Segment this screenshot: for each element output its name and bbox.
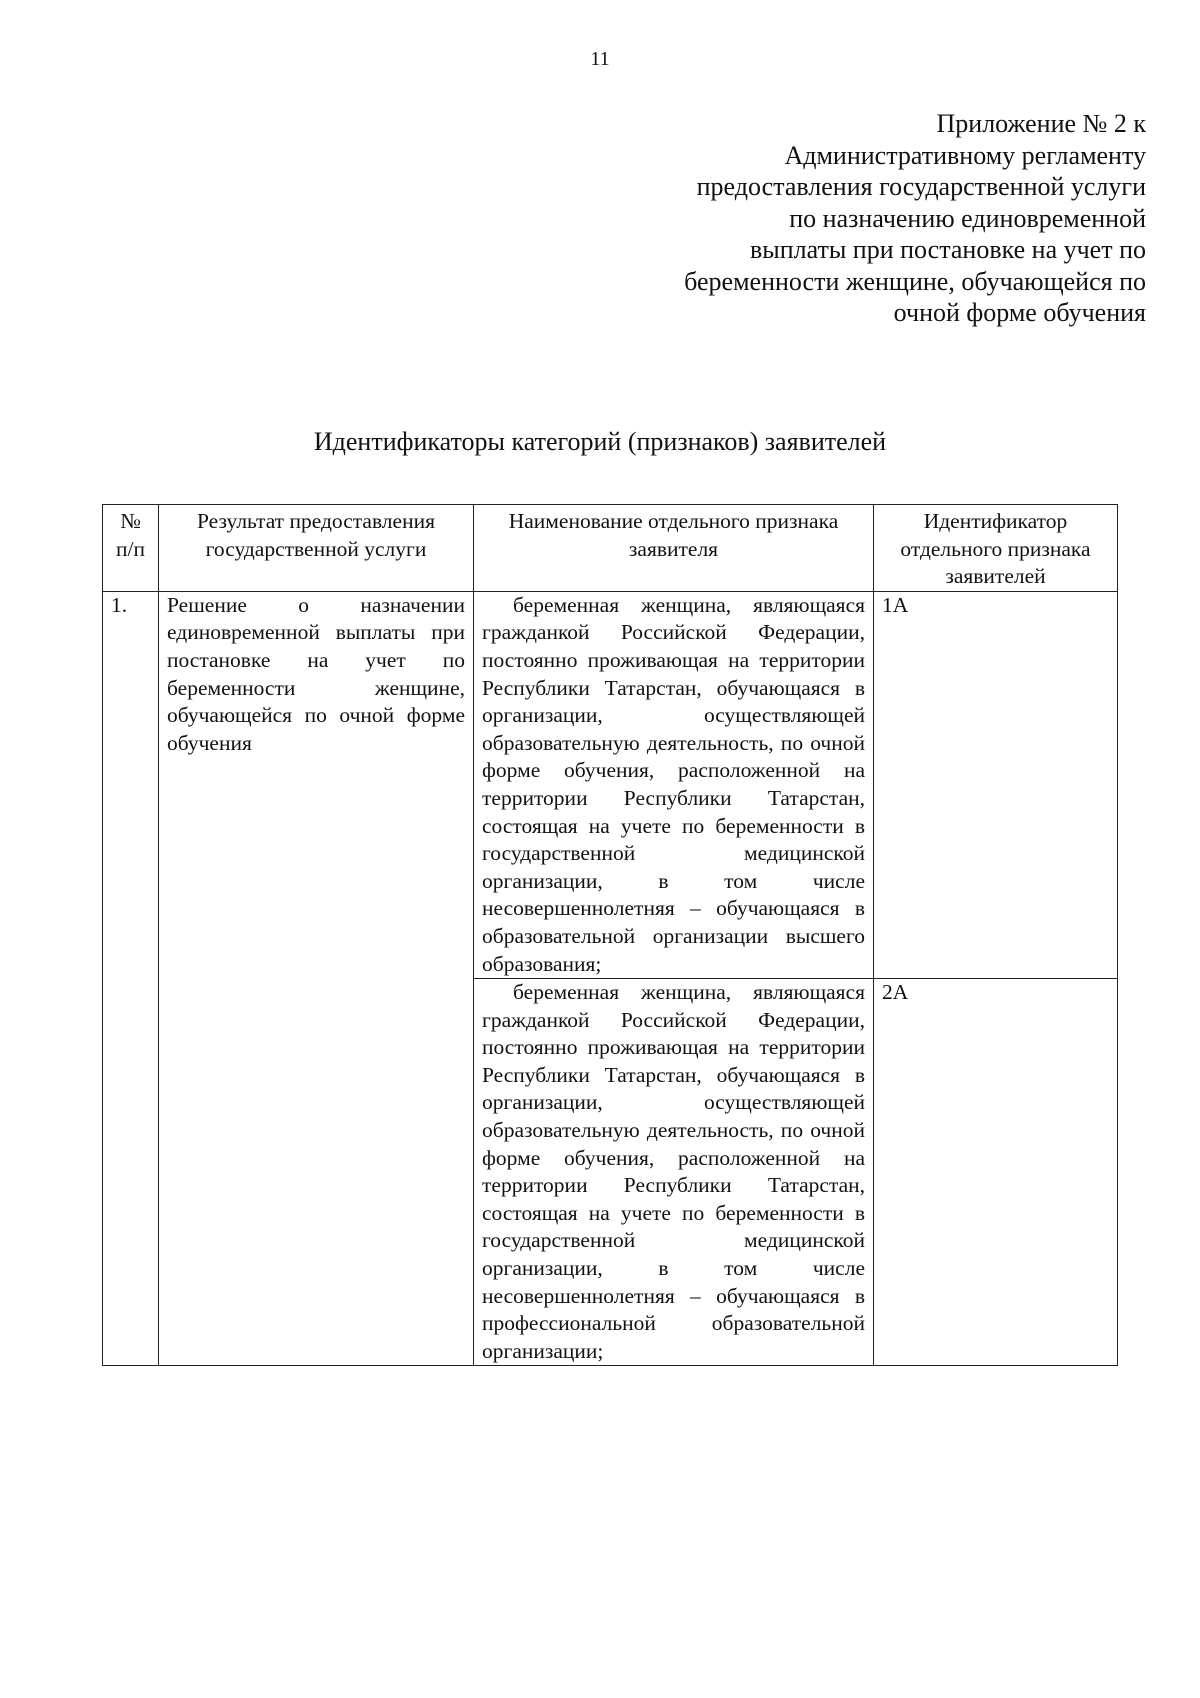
row-result: Решение о назначении единовременной выплаты при постановке на учет по беременности женщине, обучающейся по очной форме обучения bbox=[159, 591, 474, 1366]
row-name-text: беременная женщина, являющаяся гражданкой Российской Федерации, постоянно проживающая на территории Республики Татарстан, обучающаяся в организации, осуществляющей образовательную деятельность, по очной форме обучения, расположенной на территории Республики Татарстан, состоящая на учете по беременности в государственной медицинской организации, в том числе несовершеннолетняя – обучающаяся в образовательной организации высшего образования; bbox=[482, 592, 865, 976]
table-row bbox=[103, 591, 1118, 978]
header-result: Результат предоставления государственной услуги bbox=[159, 505, 474, 592]
header-name: Наименование отдельного признака заявителя bbox=[474, 505, 874, 592]
appendix-line: предоставления государственной услуги bbox=[696, 172, 1146, 201]
row-name bbox=[474, 591, 874, 978]
page-number: 11 bbox=[590, 48, 610, 70]
appendix-line: Приложение № 2 к bbox=[936, 109, 1146, 138]
row-id: 1А bbox=[874, 591, 1118, 978]
appendix-line: выплаты при постановке на учет по bbox=[749, 235, 1146, 264]
table-header-row bbox=[103, 505, 1118, 592]
identifiers-table bbox=[102, 504, 1118, 1366]
header-id: Идентификатор отдельного признака заявителей bbox=[874, 505, 1118, 592]
row-name-text: беременная женщина, являющаяся гражданкой Российской Федерации, постоянно проживающая на территории Республики Татарстан, обучающаяся в организации, осуществляющей образовательную деятельность, по очной форме обучения, расположенной на территории Республики Татарстан, состоящая на учете по беременности в государственной медицинской организации, в том числе несовершеннолетняя – обучающаяся в профессиональной образовательной организации; bbox=[482, 980, 865, 1363]
appendix-line: по назначению единовременной bbox=[789, 203, 1146, 233]
appendix-header bbox=[586, 108, 1146, 329]
appendix-line: очной форме обучения bbox=[893, 298, 1146, 327]
appendix-line: беременности женщине, обучающейся по bbox=[684, 266, 1146, 296]
row-name bbox=[474, 979, 874, 1366]
row-num: 1. bbox=[103, 591, 159, 1366]
appendix-line: Административному регламенту bbox=[784, 140, 1146, 170]
document-title: Идентификаторы категорий (признаков) заявителей bbox=[313, 427, 887, 456]
header-num: № п/п bbox=[103, 505, 159, 592]
row-id: 2А bbox=[874, 979, 1118, 1366]
